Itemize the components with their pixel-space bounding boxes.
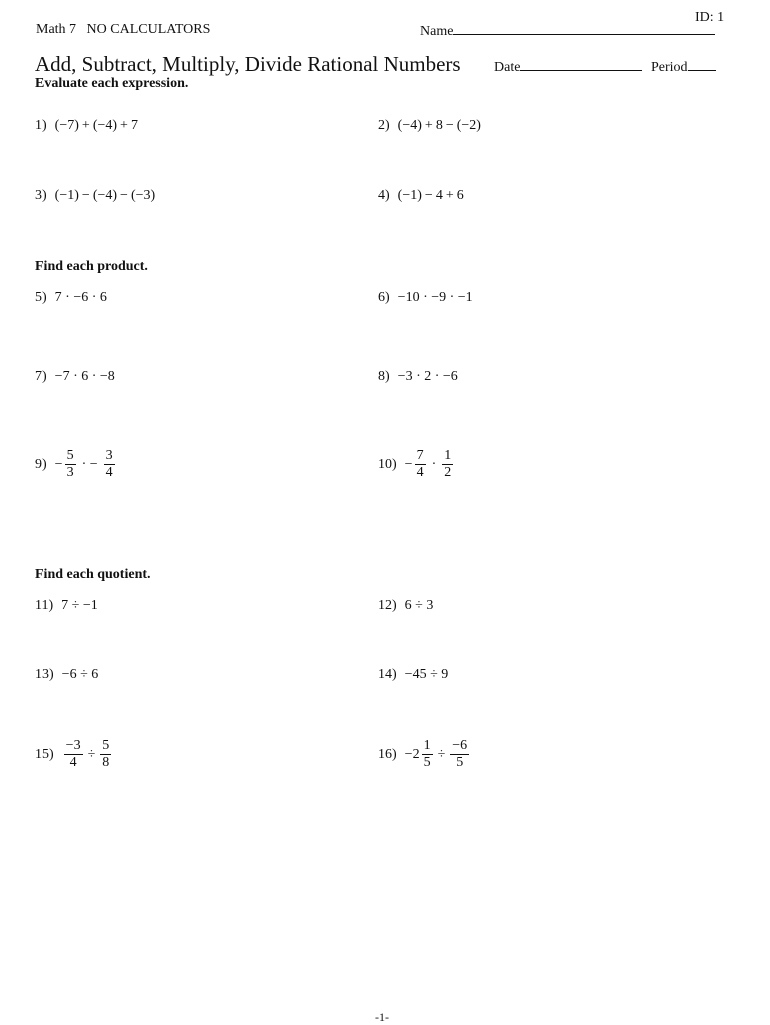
fraction (64, 738, 83, 771)
expression: −45 ÷ 9 (404, 667, 449, 682)
fraction (104, 448, 115, 481)
problem-1 (35, 118, 138, 134)
problem-13 (35, 667, 98, 683)
operand: (−3) (130, 188, 156, 203)
problem-number: 8) (378, 369, 390, 384)
operator: − (120, 188, 128, 203)
denominator: 4 (69, 755, 77, 770)
fraction (415, 448, 426, 481)
operand: 7 (130, 118, 138, 133)
numerator: 3 (105, 448, 113, 463)
expression: −6 ÷ 6 (61, 667, 99, 682)
period-blank[interactable] (688, 58, 716, 71)
operand: (−4) (397, 118, 422, 133)
problem-6 (378, 290, 473, 306)
expression: 7 ÷ −1 (61, 598, 98, 613)
problem-9 (35, 448, 117, 481)
numerator: 7 (416, 448, 424, 463)
numerator: 1 (423, 738, 431, 753)
name-blank[interactable] (453, 22, 715, 35)
expression: −10 · −9 · −1 (397, 290, 473, 305)
operator: − (81, 188, 90, 203)
denominator: 5 (423, 755, 431, 770)
numerator: −3 (65, 738, 81, 753)
problem-8 (378, 369, 458, 385)
problem-7 (35, 369, 115, 385)
problem-number: 1) (35, 118, 47, 133)
denominator: 8 (102, 755, 110, 770)
denominator: 2 (444, 465, 452, 480)
problem-number: 14) (378, 667, 397, 682)
problem-16 (378, 738, 471, 771)
period-label: Period (651, 60, 688, 75)
expression: 7 · −6 · 6 (54, 290, 107, 305)
operand: (−7) (54, 118, 79, 133)
expression: −3 · 2 · −6 (397, 369, 458, 384)
name-field[interactable] (420, 22, 715, 40)
operand: (−4) (92, 188, 118, 203)
problem-number: 15) (35, 746, 54, 762)
problem-3 (35, 188, 155, 204)
numerator: −6 (452, 738, 468, 753)
problem-14 (378, 667, 448, 683)
operand: 8 (435, 118, 443, 133)
operand: (−2) (456, 118, 481, 133)
problem-number: 3) (35, 188, 47, 203)
problem-number: 2) (378, 118, 390, 133)
problem-number: 16) (378, 746, 397, 762)
operator: − (445, 118, 454, 133)
operator: ÷ (87, 746, 96, 762)
course-label: Math 7 NO CALCULATORS (36, 22, 211, 37)
expression: −7 · 6 · −8 (54, 369, 115, 384)
problem-number: 12) (378, 598, 397, 613)
operand: 4 (435, 188, 443, 203)
numerator: 1 (444, 448, 452, 463)
section-quotient: Find each quotient. (35, 567, 151, 582)
operand: (−4) (92, 118, 118, 133)
worksheet-id: ID: 1 (695, 10, 725, 25)
denominator: 3 (66, 465, 74, 480)
problem-number: 6) (378, 290, 390, 305)
numerator: 5 (102, 738, 110, 753)
date-label: Date (494, 60, 521, 75)
denominator: 5 (456, 755, 464, 770)
fraction (450, 738, 469, 771)
operator: · − (81, 456, 98, 472)
problem-15 (35, 738, 113, 771)
operator: + (120, 118, 128, 133)
date-blank[interactable] (520, 58, 642, 71)
operator: ÷ (437, 746, 446, 762)
problem-4 (378, 188, 464, 204)
fraction (442, 448, 453, 481)
operand: (−1) (54, 188, 79, 203)
operand: 6 (456, 188, 464, 203)
problem-number: 5) (35, 290, 47, 305)
operator: + (424, 118, 433, 133)
problem-number: 10) (378, 456, 397, 472)
section-product: Find each product. (35, 259, 148, 274)
fraction (100, 738, 111, 771)
problem-number: 11) (35, 598, 54, 613)
name-label: Name (420, 24, 454, 39)
page-number: -1- (375, 1010, 389, 1024)
operator: + (81, 118, 90, 133)
problem-5 (35, 290, 107, 306)
problem-12 (378, 598, 433, 614)
operator: · (431, 456, 437, 472)
problem-number: 9) (35, 456, 47, 472)
expression: 6 ÷ 3 (404, 598, 434, 613)
date-field[interactable] (494, 58, 642, 76)
page-title: Add, Subtract, Multiply, Divide Rational Numbers (35, 52, 461, 76)
period-field[interactable] (651, 58, 716, 76)
problem-number: 4) (378, 188, 390, 203)
problem-number: 7) (35, 369, 47, 384)
denominator: 4 (105, 465, 113, 480)
problem-11 (35, 598, 98, 614)
fraction (65, 448, 76, 481)
fraction (422, 738, 433, 771)
operator: + (445, 188, 454, 203)
denominator: 4 (416, 465, 424, 480)
problem-10 (378, 448, 455, 481)
operand: (−1) (397, 188, 422, 203)
operator: − (424, 188, 433, 203)
numerator: 5 (66, 448, 74, 463)
problem-2 (378, 118, 481, 134)
section-evaluate: Evaluate each expression. (35, 76, 189, 91)
problem-number: 13) (35, 667, 54, 682)
sign: − (404, 456, 413, 472)
sign: − (54, 456, 63, 472)
whole-part: −2 (404, 746, 420, 762)
